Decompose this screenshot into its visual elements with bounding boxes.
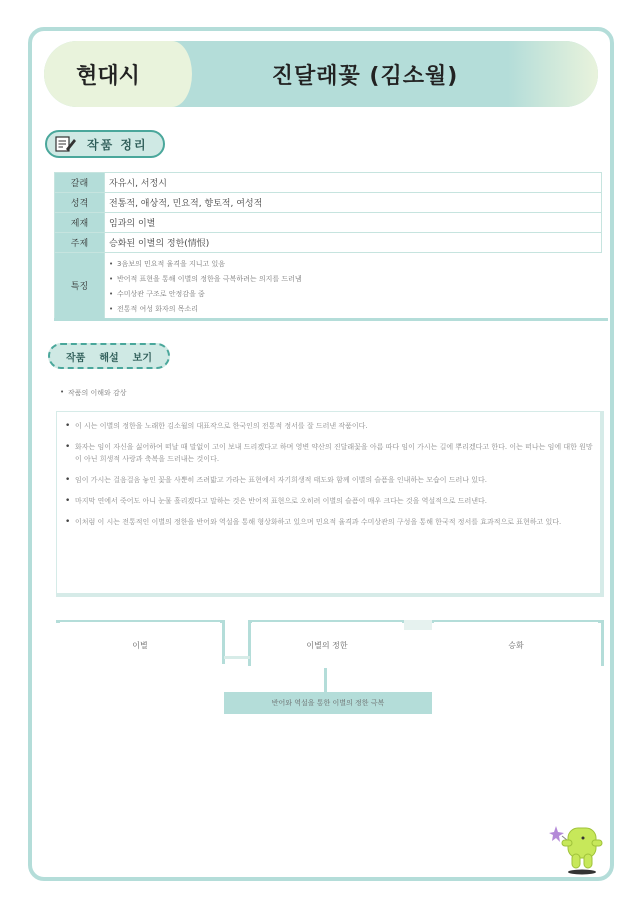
- info-row: [55, 173, 602, 193]
- info-value: 임과의 이별: [105, 213, 602, 233]
- diagram-line: [324, 666, 327, 692]
- list-item: • 전통적 여성 화자의 목소리: [109, 302, 598, 317]
- diagram-line: [404, 620, 432, 630]
- info-key: 제재: [55, 213, 105, 233]
- section-word: 해설: [99, 352, 119, 364]
- info-key: 성격: [55, 193, 105, 213]
- diagram-line: [248, 620, 251, 666]
- info-key: 주제: [55, 233, 105, 253]
- list-item: • 수미상관 구조로 안정감을 줌: [109, 287, 598, 302]
- table-divider: [54, 318, 608, 321]
- info-row: [55, 193, 602, 213]
- features-list: [109, 253, 598, 317]
- section-tag-summary: [45, 130, 165, 158]
- info-row: [55, 213, 602, 233]
- diagram-conclusion: 반어와 역설을 통한 이별의 정한 극복: [224, 692, 432, 714]
- section-word: 작품: [66, 352, 86, 364]
- diagram-line: [224, 656, 250, 659]
- category-text: 현대시: [76, 63, 140, 89]
- info-row: [55, 233, 602, 253]
- list-item: • 이처럼 이 시는 전통적인 이별의 정한을 반어와 역설을 통해 형상화하고 있으며 민요적 율격과 수미상관의 구성을 통해 한국적 정서를 효과적으로 표현하고 있다.: [65, 516, 594, 528]
- section-tag-explanation: [48, 343, 170, 369]
- info-row-features: [55, 253, 602, 319]
- section-label: 작품 정리: [87, 137, 148, 152]
- explanation-box: [56, 411, 604, 597]
- list-item: • 화자는 임이 자신을 싫어하여 떠날 때 말없이 고이 보내 드리겠다고 하며 영변 약산의 진달래꽃을 아름 따다 임이 가시는 길에 뿌리겠다고 한다. 이는 떠나는 임에 대한 원망이 아닌 희생적 사랑과 축복을 드러내는 것이다.: [65, 441, 594, 465]
- section-word: 보기: [132, 352, 152, 364]
- explanation-list: [65, 420, 594, 528]
- mascot-illustration: [548, 818, 604, 876]
- info-value: 전통적, 애상적, 민요적, 향토적, 여성적: [105, 193, 602, 213]
- note-pencil-icon: [55, 135, 77, 153]
- info-key: 특징: [55, 253, 105, 319]
- list-item: • 반어적 표현을 통해 이별의 정한을 극복하려는 의지를 드러냄: [109, 272, 598, 287]
- category-label: [44, 41, 172, 107]
- diagram-line: [601, 620, 604, 666]
- diagram-box: 승화: [434, 622, 598, 668]
- list-item: • 마지막 연에서 죽어도 아니 눈물 흘리겠다고 말하는 것은 반어적 표현으로 오히려 이별의 슬픔이 매우 크다는 것을 역설적으로 드러낸다.: [65, 495, 594, 507]
- info-value: 자유시, 서정시: [105, 173, 602, 193]
- diagram-box: 이별의 정한: [252, 622, 402, 668]
- section-note: • 작품의 이해와 감상: [60, 388, 127, 398]
- page-title: 진달래꽃 (김소월): [271, 63, 459, 89]
- info-table: [54, 172, 602, 319]
- features-cell: [105, 253, 602, 319]
- diagram-box: 이별: [60, 622, 220, 668]
- list-item: • 3음보의 민요적 율격을 지니고 있음: [109, 257, 598, 272]
- list-item: • 임이 가시는 걸음걸음 놓인 꽃을 사뿐히 즈려밟고 가라는 표현에서 자기희생적 태도와 함께 이별의 슬픔을 인내하는 모습이 드러나 있다.: [65, 474, 594, 486]
- info-value: 승화된 이별의 정한(情恨): [105, 233, 602, 253]
- info-key: 갈래: [55, 173, 105, 193]
- list-item: • 이 시는 이별의 정한을 노래한 김소월의 대표작으로 한국인의 전통적 정서를 잘 드러낸 작품이다.: [65, 420, 594, 432]
